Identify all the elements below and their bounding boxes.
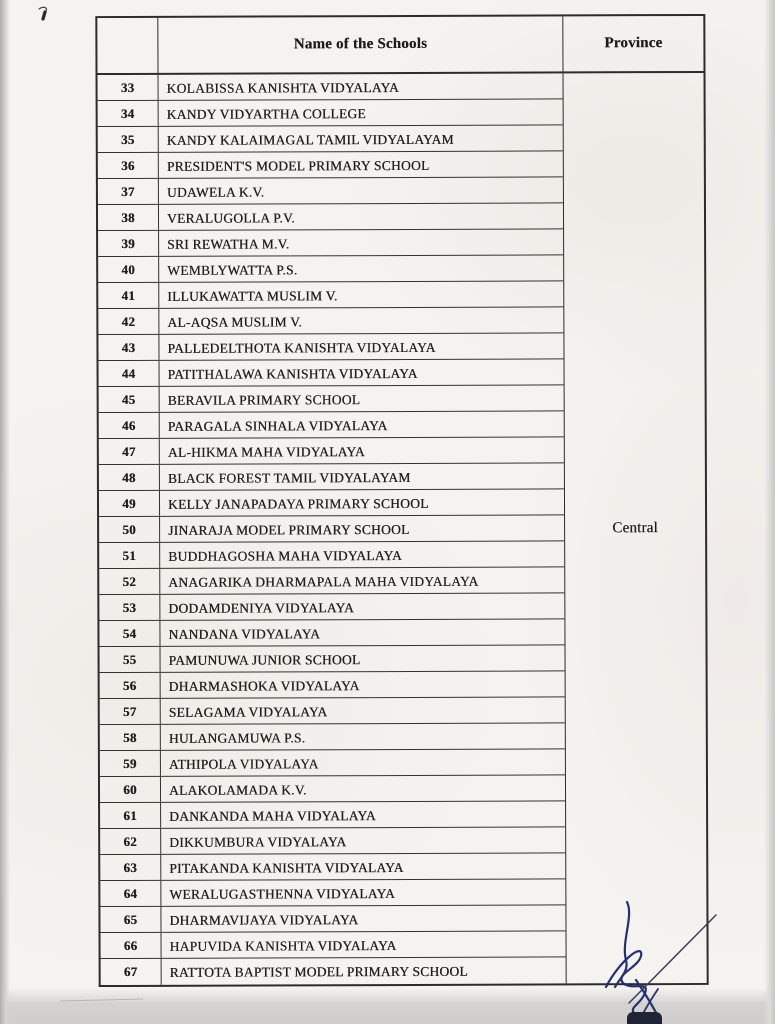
row-number: 52 <box>99 569 160 594</box>
table-row <box>98 229 563 257</box>
school-name: PATITHALAWA KANISHTA VIDYALAYA <box>167 365 418 382</box>
table-row <box>99 541 564 569</box>
bottom-ui-fragment <box>627 1012 662 1024</box>
row-number: 53 <box>99 595 160 620</box>
school-name: PAMUNUWA JUNIOR SCHOOL <box>168 651 361 668</box>
school-name: KANDY KALAIMAGAL TAMIL VIDYALAYAM <box>166 131 454 148</box>
row-number: 55 <box>100 647 161 672</box>
school-name: ALAKOLAMADA K.V. <box>168 781 307 798</box>
row-number: 36 <box>98 153 159 178</box>
row-number: 51 <box>99 543 160 568</box>
row-number: 61 <box>100 803 161 828</box>
row-number: 67 <box>101 959 162 985</box>
row-number: 37 <box>98 179 159 204</box>
row-number: 62 <box>100 829 161 854</box>
schools-table <box>95 14 708 987</box>
row-number: 45 <box>99 387 160 412</box>
row-number: 58 <box>100 725 161 750</box>
table-row <box>101 931 566 959</box>
school-name: DHARMASHOKA VIDYALAYA <box>168 677 360 694</box>
school-name: AL-AQSA MUSLIM V. <box>167 313 303 330</box>
school-name: SELAGAMA VIDYALAYA <box>168 703 328 720</box>
school-name: NANDANA VIDYALAYA <box>168 625 321 642</box>
table-row <box>98 125 563 153</box>
school-name: ILLUKAWATTA MUSLIM V. <box>167 287 338 304</box>
header-school-name: Name of the Schools <box>158 16 563 72</box>
school-name: JINARAJA MODEL PRIMARY SCHOOL <box>168 521 410 538</box>
row-number: 43 <box>98 335 159 360</box>
row-number: 50 <box>99 517 160 542</box>
table-row <box>100 853 565 881</box>
school-name: DIKKUMBURA VIDYALAYA <box>169 833 347 850</box>
table-row <box>99 489 564 517</box>
row-number: 33 <box>98 75 159 100</box>
table-row <box>98 99 563 127</box>
row-number: 46 <box>99 413 160 438</box>
school-name: KANDY VIDYARTHA COLLEGE <box>166 105 366 122</box>
table-row <box>98 177 563 205</box>
scan-edge-left <box>0 0 10 1024</box>
table-row <box>100 905 565 933</box>
row-number: 57 <box>100 699 161 724</box>
row-number: 34 <box>98 101 159 126</box>
school-name: PRESIDENT'S MODEL PRIMARY SCHOOL <box>166 157 430 174</box>
row-number: 39 <box>98 231 159 256</box>
row-number: 49 <box>99 491 160 516</box>
school-name: VERALUGOLLA P.V. <box>166 209 295 226</box>
header-province: Province <box>604 35 663 52</box>
school-name: WEMBLYWATTA P.S. <box>167 261 298 278</box>
table-row <box>99 463 564 491</box>
row-number: 40 <box>98 257 159 282</box>
school-name: DHARMAVIJAYA VIDYALAYA <box>169 911 359 928</box>
school-name: KOLABISSA KANISHTA VIDYALAYA <box>166 79 400 96</box>
school-name: HULANGAMUWA P.S. <box>168 729 306 746</box>
table-row <box>99 411 564 439</box>
row-number: 48 <box>99 465 160 490</box>
school-name: DODAMDENIYA VIDYALAYA <box>168 599 355 616</box>
row-number: 66 <box>101 933 162 958</box>
row-number: 35 <box>98 127 159 152</box>
table-row <box>100 827 565 855</box>
table-row <box>98 151 563 179</box>
row-number: 42 <box>98 309 159 334</box>
row-number: 56 <box>100 673 161 698</box>
table-row <box>98 281 563 309</box>
school-name: PARAGALA SINHALA VIDYALAYA <box>167 417 388 434</box>
school-name: BERAVILA PRIMARY SCHOOL <box>167 391 361 408</box>
school-name: KELLY JANAPADAYA PRIMARY SCHOOL <box>167 495 429 512</box>
table-row <box>98 73 563 101</box>
row-number: 59 <box>100 751 161 776</box>
school-name: ATHIPOLA VIDYALAYA <box>168 755 319 772</box>
province-value: Central <box>612 519 658 536</box>
table-row <box>100 697 565 725</box>
row-number: 38 <box>98 205 159 230</box>
table-row <box>99 515 564 543</box>
row-number: 64 <box>100 881 161 906</box>
table-row <box>98 307 563 335</box>
table-header-row <box>97 16 703 75</box>
table-row <box>100 775 565 803</box>
table-row <box>100 801 565 829</box>
table-row <box>99 593 564 621</box>
table-row <box>98 255 563 283</box>
row-number: 54 <box>99 621 160 646</box>
province-merged-cell <box>564 73 707 983</box>
table-row <box>100 723 565 751</box>
school-name: BUDDHAGOSHA MAHA VIDYALAYA <box>168 547 402 564</box>
school-name: PALLEDELTHOTA KANISHTA VIDYALAYA <box>167 339 436 356</box>
row-number: 65 <box>100 907 161 932</box>
school-name: HAPUVIDA KANISHTA VIDYALAYA <box>169 937 397 954</box>
row-number: 47 <box>99 439 160 464</box>
table-body <box>98 73 707 985</box>
school-name: AL-HIKMA MAHA VIDYALAYA <box>167 443 365 460</box>
table-row <box>98 333 563 361</box>
school-name: WERALUGASTHENNA VIDYALAYA <box>169 885 396 902</box>
table-row <box>99 567 564 595</box>
table-row <box>100 671 565 699</box>
row-number: 63 <box>100 855 161 880</box>
school-name: BLACK FOREST TAMIL VIDYALAYAM <box>167 469 411 486</box>
school-name: SRI REWATHA M.V. <box>167 235 290 252</box>
table-row <box>98 203 563 231</box>
table-row <box>100 645 565 673</box>
rows-container <box>98 73 567 985</box>
school-name: RATTOTA BAPTIST MODEL PRIMARY SCHOOL <box>169 963 468 980</box>
header-number-cell <box>97 18 158 73</box>
row-number: 44 <box>99 361 160 386</box>
table-row <box>99 359 564 387</box>
row-number: 60 <box>100 777 161 802</box>
row-number: 41 <box>98 283 159 308</box>
school-name: ANAGARIKA DHARMAPALA MAHA VIDYALAYA <box>168 573 479 590</box>
school-name: UDAWELA K.V. <box>166 183 265 200</box>
table-row <box>99 385 564 413</box>
table-row <box>100 879 565 907</box>
school-name: PITAKANDA KANISHTA VIDYALAYA <box>169 859 404 876</box>
scan-edge-right <box>764 0 775 1024</box>
table-row <box>100 749 565 777</box>
table-row <box>99 619 564 647</box>
table-row <box>99 437 564 465</box>
table-row <box>101 957 566 985</box>
school-name: DANKANDA MAHA VIDYALAYA <box>169 807 376 824</box>
